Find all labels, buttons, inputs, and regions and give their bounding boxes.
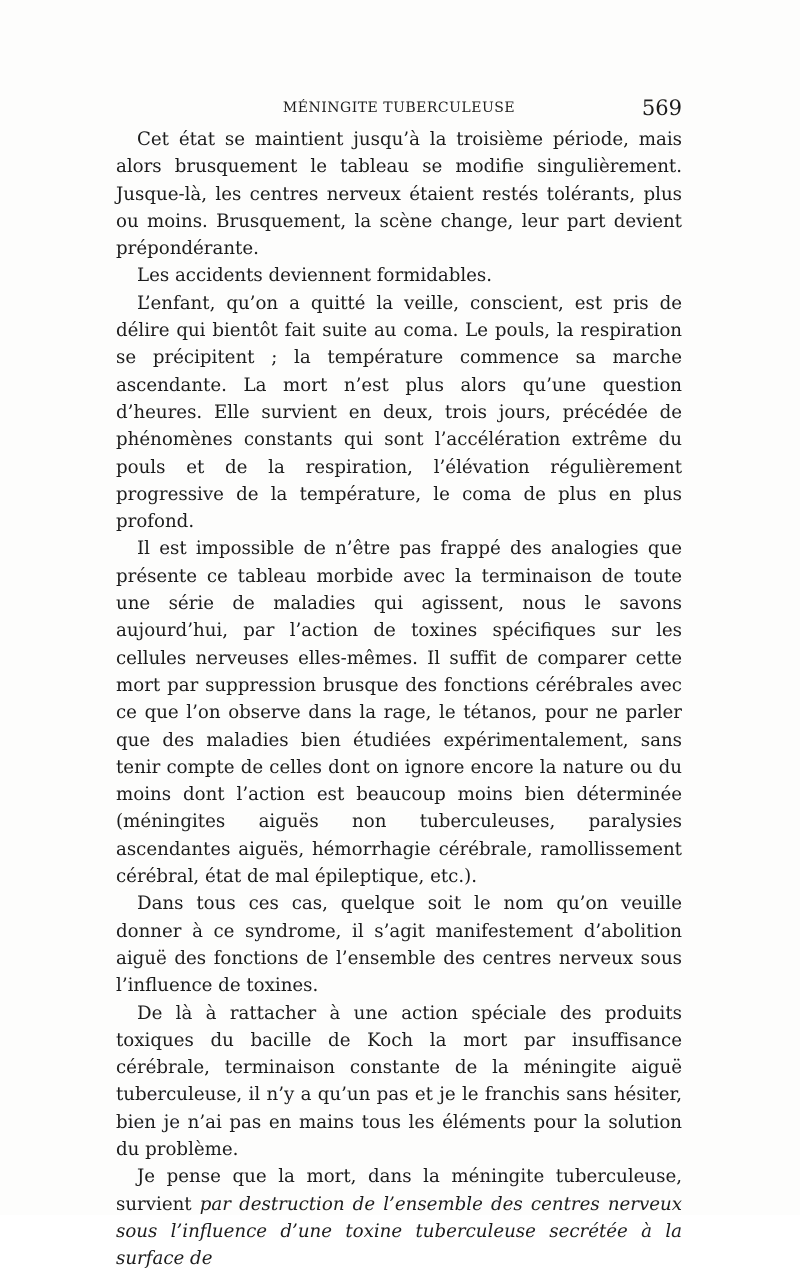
paragraph: L’enfant, qu’on a quitté la veille, conscient, est pris de délire qui bientôt fait suite au coma. Le pouls, la respiration se précipitent ; la température commence sa marche ascendante. La mort n’est plus alors qu’une question d’heures. Elle survient en deux, trois jours, précédée de phénomènes constants qui sont l’accélération extrême du pouls et de la respiration, l’élévation régulièrement progressive de la température, le coma de plus en plus profond. bbox=[116, 292, 682, 533]
paragraph-lead: Je pense que la mort, dans la méningite tuberculeuse, survient bbox=[116, 1166, 682, 1215]
body-text bbox=[116, 126, 682, 1272]
paragraph: Les accidents deviennent formidables. bbox=[137, 265, 493, 287]
italic-emphasis: par destruction de l’ensemble des centres nerveux sous l’influence d’une toxine tuberculeuse secrétée à la surface de bbox=[116, 1193, 683, 1270]
paragraph: Il est impossible de n’être pas frappé des analogies que présente ce tableau morbide avec la terminaison de toute une série de maladies qui agissent, nous le savons aujourd’hui, par l’action de toxines spécifiques sur les cellules nerveuses elles-mêmes. Il suffit de comparer cette mort par suppression brusque des fonctions cérébrales avec ce que l’on observe dans la rage, le tétanos, pour ne parler que des maladies bien étudiées expérimentalement, sans tenir compte de celles dont on ignore encore la nature ou du moins dont l’action est beaucoup moins bien déterminée (méningites aiguës non tuberculeuses, paralysies ascendantes aiguës, hémorrhagie cérébrale, ramollissement cérébral, état de mal épileptique, etc.). bbox=[116, 538, 682, 888]
paragraph: Cet état se maintient jusqu’à la troisième période, mais alors brusquement le tableau se modifie singulièrement. Jusque-là, les centres nerveux étaient restés tolérants, plus ou moins. Brusquement, la scène change, leur part devient prépondérante. bbox=[116, 129, 682, 260]
running-head bbox=[116, 96, 682, 122]
page-number: 569 bbox=[641, 96, 682, 120]
running-title: MÉNINGITE TUBERCULEUSE bbox=[282, 100, 516, 116]
paragraph-last bbox=[116, 1163, 682, 1272]
paragraph: Dans tous ces cas, quelque soit le nom qu’on veuille donner à ce syndrome, il s’agit manifestement d’abolition aiguë des fonctions de l’ensemble des centres nerveux sous l’influence de toxines. bbox=[116, 893, 682, 997]
paragraph: De là à rattacher à une action spéciale des produits toxiques du bacille de Koch la mort par insuffisance cérébrale, terminaison constante de la méningite aiguë tuberculeuse, il n’y a qu’un pas et je le franchis sans hésiter, bien je n’ai pas en mains tous les éléments pour la solution du problème. bbox=[116, 1002, 682, 1160]
